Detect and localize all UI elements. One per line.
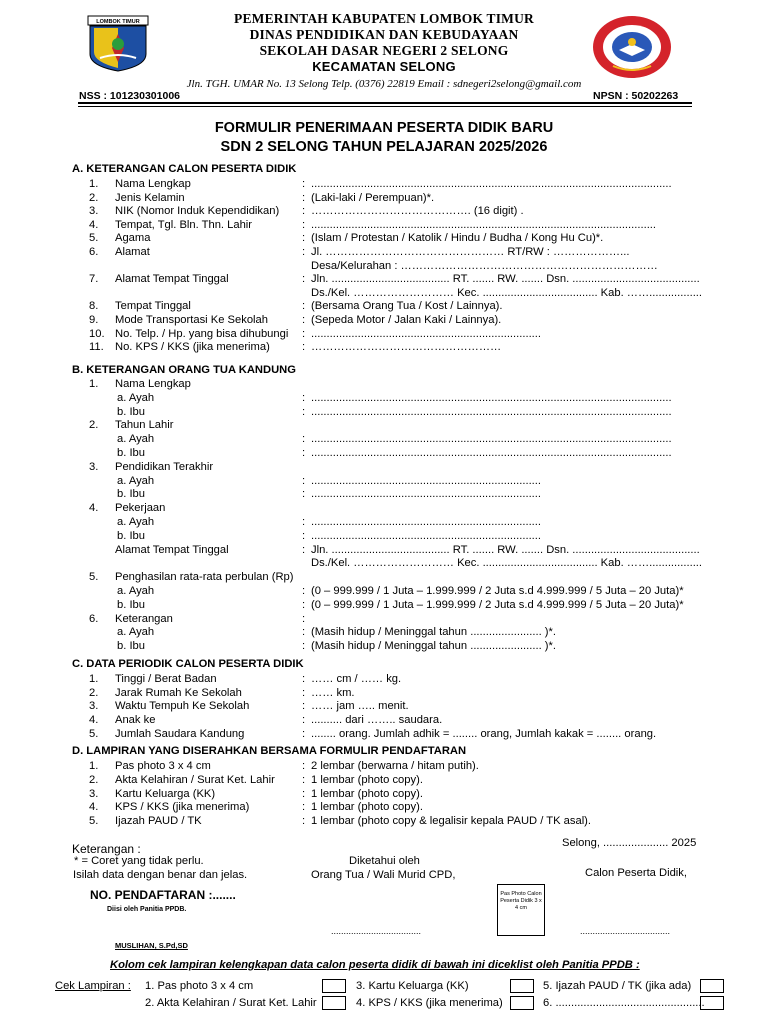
section-a-title: A. KETERANGAN CALON PESERTA DIDIK <box>72 163 297 175</box>
row-label: Mode Transportasi Ke Sekolah <box>115 314 268 326</box>
form-subtitle: SDN 2 SELONG TAHUN PELAJARAN 2025/2026 <box>220 139 548 155</box>
school-address: Jln. TGH. UMAR No. 13 Selong Telp. (0376) 22819 Email : sdnegeri2selong@gmail.com <box>186 78 582 90</box>
diisi-panitia-note: Diisi oleh Panitia PPDB. <box>107 906 187 913</box>
row-value-field[interactable]: .......................................................................... <box>311 529 542 542</box>
row-number: 6. <box>89 612 99 625</box>
checkbox-4[interactable] <box>510 996 534 1010</box>
row-number: 5. <box>89 571 99 584</box>
note-isilah: Isilah data dengan benar dan jelas. <box>73 869 248 881</box>
row-value-field[interactable]: .......................................................................... <box>311 488 542 501</box>
row-value-field[interactable]: 1 lembar (photo copy). <box>311 801 423 814</box>
row-label: Jarak Rumah Ke Sekolah <box>115 686 242 699</box>
row-value-field[interactable]: (Islam / Protestan / Katolik / Hindu / Budha / Kong Hu Cu)*. <box>311 232 604 245</box>
row-colon: : <box>302 433 306 446</box>
row-label: b. Ibu <box>117 405 145 418</box>
header-line-2: DINAS PENDIDIKAN DAN KEBUDAYAAN <box>249 27 519 42</box>
row-value-field[interactable]: (Sepeda Motor / Jalan Kaki / Lainnya). <box>311 314 502 326</box>
row-label: b. Ibu <box>117 529 145 542</box>
row-label: Alamat Tempat Tinggal <box>115 273 229 286</box>
row-number: 4. <box>89 801 99 814</box>
row-value-field[interactable]: …… cm / …… kg. <box>311 673 402 685</box>
row-colon: : <box>302 727 306 740</box>
npsn-number: NPSN : 50202263 <box>593 90 679 102</box>
row-colon: : <box>302 773 306 786</box>
header-line-1: PEMERINTAH KABUPATEN LOMBOK TIMUR <box>234 11 534 26</box>
photo-placeholder-box <box>497 884 545 936</box>
row-number: 11. <box>89 341 104 354</box>
header-rule-thin <box>78 106 692 107</box>
row-label: Akta Kelahiran / Surat Ket. Lahir <box>115 773 275 786</box>
row-colon: : <box>302 391 306 404</box>
row-colon: : <box>302 191 306 204</box>
row-value-field[interactable]: .......... dari …….. saudara. <box>311 714 443 727</box>
row-label: b. Ibu <box>117 447 145 459</box>
checkbox-1[interactable] <box>322 979 346 993</box>
header-line-3: SEKOLAH DASAR NEGERI 2 SELONG <box>259 43 509 58</box>
row-label: Tahun Lahir <box>115 419 174 432</box>
row-colon: : <box>302 218 306 231</box>
row-colon: : <box>302 787 306 800</box>
no-pendaftaran: NO. PENDAFTARAN :....... <box>90 888 236 902</box>
row-label: Nama Lengkap <box>115 378 191 390</box>
row-label: Waktu Tempuh Ke Sekolah <box>115 700 250 713</box>
row-number: 2. <box>89 773 99 786</box>
row-colon: : <box>302 612 306 625</box>
row-label: Kartu Keluarga (KK) <box>115 787 216 800</box>
row-label: Pendidikan Terakhir <box>115 460 214 473</box>
row-label: a. Ayah <box>117 585 155 597</box>
row-value-field[interactable]: (Bersama Orang Tua / Kost / Lainnya). <box>311 300 503 313</box>
row-value-field[interactable]: .......................................................................... <box>311 474 542 487</box>
row-number: 1. <box>89 378 99 390</box>
row-colon: : <box>302 640 306 653</box>
row-label: Alamat Tempat Tinggal <box>115 543 229 556</box>
row-colon: : <box>302 405 306 418</box>
row-value-field[interactable]: (0 – 999.999 / 1 Juta – 1.999.999 / 2 Juta s.d 4.999.999 / 5 Juta – 20 Juta)* <box>311 585 684 597</box>
row-colon: : <box>302 205 306 218</box>
row-value-field[interactable]: 1 lembar (photo copy). <box>311 787 423 800</box>
section-c-title: C. DATA PERIODIK CALON PESERTA DIDIK <box>72 658 304 670</box>
row-value-field[interactable]: ............................................................................................................... <box>311 218 657 231</box>
row-label: Jenis Kelamin <box>115 191 185 204</box>
row-colon: : <box>302 700 306 713</box>
row-number: 3. <box>89 205 99 218</box>
row-label: b. Ibu <box>117 640 145 653</box>
row-value-field[interactable]: .................................................................................................................... <box>311 433 672 446</box>
date-place: Selong, ..................... 2025 <box>562 837 697 849</box>
row-colon: : <box>302 474 306 487</box>
row-colon: : <box>302 801 306 814</box>
check-item-2: 2. Akta Kelahiran / Surat Ket. Lahir <box>145 997 317 1009</box>
row-label: Pas photo 3 x 4 cm <box>115 760 211 772</box>
row-colon: : <box>302 246 306 258</box>
cek-lampiran-label: Cek Lampiran : <box>55 980 131 992</box>
school-logo-icon <box>591 14 673 80</box>
row-value-field[interactable]: …… km. <box>311 686 355 699</box>
row-label: Tempat, Tgl. Bln. Thn. Lahir <box>115 218 253 231</box>
row-number: 2. <box>89 419 99 432</box>
check-heading: Kolom cek lampiran kelengkapan data calon peserta didik di bawah ini diceklist oleh Panitia PPDB : <box>110 959 640 971</box>
row-colon: : <box>302 447 306 459</box>
row-label: a. Ayah <box>117 474 155 487</box>
row-colon: : <box>302 327 306 340</box>
row-label: No. Telp. / Hp. yang bisa dihubungi <box>115 327 289 340</box>
row-value-field[interactable]: Jl. ………………………………………… RT/RW : ………………... <box>311 246 630 258</box>
row-number: 3. <box>89 460 99 473</box>
row-number: 7. <box>89 273 99 286</box>
row-colon: : <box>302 341 306 354</box>
row-colon: : <box>302 543 306 556</box>
row-colon: : <box>302 488 306 501</box>
row-value-field[interactable]: ........ orang. Jumlah adhik = ........ orang, Jumlah kakak = ........ orang. <box>311 727 657 740</box>
row-label: a. Ayah <box>117 626 155 639</box>
row-value-field[interactable]: Jln. ...................................... RT. ....... RW. ....... Dsn. ......................................... <box>311 543 700 556</box>
row-number: 4. <box>89 502 99 515</box>
row-number: 5. <box>89 815 99 828</box>
row-colon: : <box>302 714 306 727</box>
row-number: 5. <box>89 727 99 740</box>
header-line-4: KECAMATAN SELONG <box>312 59 456 74</box>
row-colon: : <box>302 673 306 685</box>
letterhead <box>0 0 768 104</box>
parent-signature-line: .................................... <box>331 926 422 936</box>
photo-placeholder-text: Pas Photo Calon Peserta Didik 3 x 4 cm <box>500 891 542 911</box>
check-item-1: 1. Pas photo 3 x 4 cm <box>145 980 254 992</box>
row-number: 10. <box>89 327 105 340</box>
row-label: a. Ayah <box>117 433 155 446</box>
row-value-field[interactable]: (0 – 999.999 / 1 Juta – 1.999.999 / 2 Juta s.d 4.999.999 / 5 Juta – 20 Juta)* <box>311 598 684 611</box>
section-b-title: B. KETERANGAN ORANG TUA KANDUNG <box>72 364 296 376</box>
row-label: Nama Lengkap <box>115 178 191 190</box>
row-label: Keterangan <box>115 612 173 625</box>
row-label: Alamat <box>115 246 150 258</box>
row-colon: : <box>302 585 306 597</box>
row-label: Tinggi / Berat Badan <box>115 673 217 685</box>
keterangan-label: Keterangan : <box>72 842 141 856</box>
row-value-field[interactable]: (Masih hidup / Meninggal tahun ....................... )*. <box>311 626 556 639</box>
row-value-field[interactable]: Ds./Kel. ……………………… Kec. ..................................... Kab. ……................. <box>311 557 703 570</box>
row-colon: : <box>302 300 306 313</box>
row-label: b. Ibu <box>117 488 145 501</box>
row-value-field[interactable]: .................................................................................................................... <box>311 391 672 404</box>
checkbox-2[interactable] <box>322 996 346 1010</box>
row-number: 5. <box>89 232 99 245</box>
calon-peserta-label: Calon Peserta Didik, <box>585 867 687 879</box>
row-colon: : <box>302 760 306 772</box>
row-label: Anak ke <box>115 714 156 727</box>
row-label: Pekerjaan <box>115 502 166 515</box>
row-value-field[interactable]: 2 lembar (berwarna / hitam putih). <box>311 760 479 772</box>
nss-number: NSS : 101230301006 <box>79 90 180 102</box>
row-value-field[interactable]: (Laki-laki / Perempuan)*. <box>311 191 435 204</box>
row-colon: : <box>302 178 306 190</box>
row-label: Agama <box>115 232 151 245</box>
row-colon: : <box>302 273 306 286</box>
row-value-field[interactable]: …………………………………………… <box>311 341 502 354</box>
row-value-field[interactable]: 1 lembar (photo copy & legalisir kepala PAUD / TK asal). <box>311 815 592 828</box>
row-value-field[interactable]: Ds./Kel. ……………………… Kec. ..................................... Kab. ……................. <box>311 286 703 299</box>
row-value-field[interactable]: .......................................................................... <box>311 327 542 340</box>
row-value-field[interactable]: 1 lembar (photo copy). <box>311 773 423 786</box>
row-value-field[interactable]: Desa/Kelurahan : …………………………………………………………… <box>311 259 658 272</box>
student-signature-line: .................................... <box>580 926 671 936</box>
row-label: Ijazah PAUD / TK <box>115 815 202 828</box>
row-value-field[interactable]: .................................................................................................................... <box>311 405 672 418</box>
row-number: 6. <box>89 246 99 258</box>
svg-text:LOMBOK TIMUR: LOMBOK TIMUR <box>96 19 140 25</box>
row-number: 1. <box>89 673 99 685</box>
panitia-name: MUSLIHAN, S.Pd,SD <box>115 941 188 950</box>
row-value-field[interactable]: .................................................................................................................... <box>311 447 672 459</box>
row-number: 4. <box>89 218 99 231</box>
check-item-5: 5. Ijazah PAUD / TK (jika ada) <box>543 980 692 992</box>
row-label: b. Ibu <box>117 598 145 611</box>
row-label: Tempat Tinggal <box>115 300 191 313</box>
row-value-field[interactable]: .......................................................................... <box>311 516 542 528</box>
diketahui-label: Diketahui oleh <box>349 855 420 867</box>
orang-tua-label: Orang Tua / Wali Murid CPD, <box>311 869 456 881</box>
row-number: 9. <box>89 314 99 326</box>
row-value-field[interactable]: ……………………………………. (16 digit) . <box>311 205 524 218</box>
row-colon: : <box>302 232 306 245</box>
row-label: a. Ayah <box>117 391 155 404</box>
row-number: 1. <box>89 178 99 190</box>
row-number: 4. <box>89 714 99 727</box>
row-colon: : <box>302 516 306 528</box>
row-number: 2. <box>89 686 99 699</box>
row-number: 3. <box>89 787 99 800</box>
row-label: Jumlah Saudara Kandung <box>115 727 245 740</box>
row-label: NIK (Nomor Induk Kependidikan) <box>115 205 280 218</box>
row-colon: : <box>302 314 306 326</box>
row-value-field[interactable]: .................................................................................................................... <box>311 178 672 190</box>
row-label: No. KPS / KKS (jika menerima) <box>115 341 270 354</box>
row-colon: : <box>302 598 306 611</box>
row-label: a. Ayah <box>117 516 155 528</box>
check-item-6: 6. ................................................ <box>543 997 705 1009</box>
row-label: KPS / KKS (jika menerima) <box>115 801 250 814</box>
row-value-field[interactable]: (Masih hidup / Meninggal tahun ....................... )*. <box>311 640 556 653</box>
row-colon: : <box>302 686 306 699</box>
header-rule-thick <box>78 102 692 104</box>
row-number: 2. <box>89 191 99 204</box>
row-colon: : <box>302 626 306 639</box>
section-d-title: D. LAMPIRAN YANG DISERAHKAN BERSAMA FORMULIR PENDAFTARAN <box>72 745 467 757</box>
form-title: FORMULIR PENERIMAAN PESERTA DIDIK BARU <box>214 120 554 136</box>
checkbox-3[interactable] <box>510 979 534 993</box>
row-number: 1. <box>89 760 99 772</box>
row-label: Penghasilan rata-rata perbulan (Rp) <box>115 571 294 584</box>
row-colon: : <box>302 529 306 542</box>
row-value-field[interactable]: …… jam ….. menit. <box>311 700 409 713</box>
row-value-field[interactable]: Jln. ...................................... RT. ....... RW. ....... Dsn. ......................................... <box>311 273 700 286</box>
row-number: 3. <box>89 700 99 713</box>
row-colon: : <box>302 815 306 828</box>
row-number: 8. <box>89 300 99 313</box>
check-item-3: 3. Kartu Keluarga (KK) <box>356 980 469 992</box>
check-item-4: 4. KPS / KKS (jika menerima) <box>356 997 503 1009</box>
note-coret: * = Coret yang tidak perlu. <box>74 855 204 867</box>
checkbox-5[interactable] <box>700 979 724 993</box>
checkbox-6[interactable] <box>700 996 724 1010</box>
